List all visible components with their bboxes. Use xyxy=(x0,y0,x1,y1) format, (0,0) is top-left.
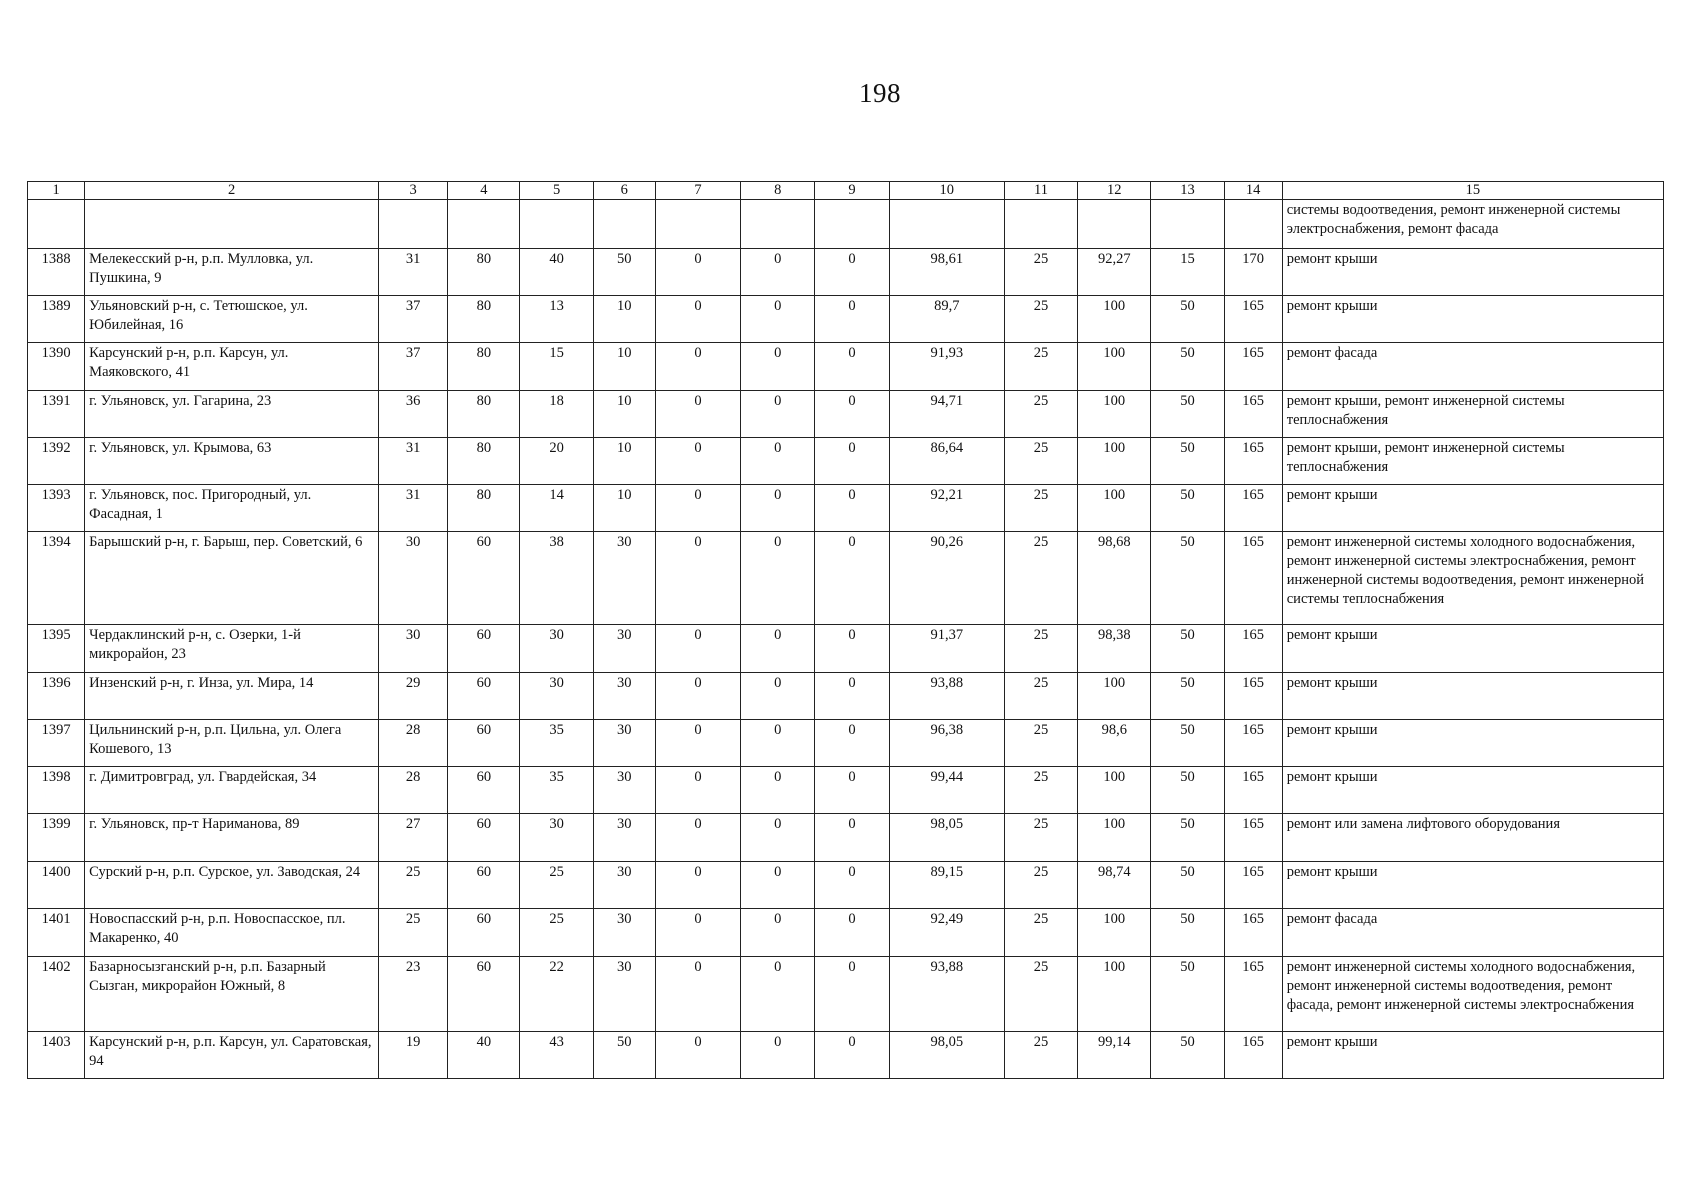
address-cell: Карсунский р-н, р.п. Карсун, ул. Маяковского, 41 xyxy=(85,343,379,391)
value-cell: 50 xyxy=(1151,909,1224,957)
value-cell: 50 xyxy=(1151,767,1224,814)
value-cell: 30 xyxy=(520,814,593,862)
value-cell: 98,38 xyxy=(1078,625,1151,673)
table-row xyxy=(28,957,1664,1032)
value-cell: 60 xyxy=(448,767,520,814)
value-cell: 15 xyxy=(1151,249,1224,296)
address-cell: Цильнинский р-н, р.п. Цильна, ул. Олега Кошевого, 13 xyxy=(85,720,379,767)
value-cell: 98,61 xyxy=(889,249,1004,296)
value-cell: 25 xyxy=(1004,814,1077,862)
value-cell xyxy=(889,200,1004,249)
column-header: 6 xyxy=(593,182,655,200)
column-header: 8 xyxy=(741,182,815,200)
address-cell: Сурский р-н, р.п. Сурское, ул. Заводская, 24 xyxy=(85,862,379,909)
value-cell: 98,6 xyxy=(1078,720,1151,767)
value-cell: 165 xyxy=(1224,767,1282,814)
value-cell: 98,74 xyxy=(1078,862,1151,909)
value-cell: 27 xyxy=(379,814,448,862)
value-cell: 92,49 xyxy=(889,909,1004,957)
value-cell: 30 xyxy=(379,625,448,673)
value-cell: 0 xyxy=(655,532,740,625)
value-cell: 98,05 xyxy=(889,1032,1004,1079)
value-cell: 0 xyxy=(741,673,815,720)
value-cell: 100 xyxy=(1078,391,1151,438)
value-cell: 0 xyxy=(815,391,889,438)
value-cell: 165 xyxy=(1224,343,1282,391)
value-cell: 89,7 xyxy=(889,296,1004,343)
value-cell: 92,21 xyxy=(889,485,1004,532)
value-cell: 30 xyxy=(593,720,655,767)
column-header: 10 xyxy=(889,182,1004,200)
work-type-cell: ремонт крыши xyxy=(1282,720,1663,767)
value-cell xyxy=(1224,200,1282,249)
work-type-cell: ремонт крыши xyxy=(1282,767,1663,814)
value-cell: 30 xyxy=(593,673,655,720)
value-cell: 35 xyxy=(520,720,593,767)
row-number-cell: 1390 xyxy=(28,343,85,391)
value-cell: 80 xyxy=(448,249,520,296)
value-cell: 60 xyxy=(448,862,520,909)
value-cell: 31 xyxy=(379,485,448,532)
value-cell: 80 xyxy=(448,438,520,485)
value-cell: 0 xyxy=(655,296,740,343)
value-cell: 50 xyxy=(593,249,655,296)
value-cell: 98,68 xyxy=(1078,532,1151,625)
value-cell: 25 xyxy=(379,909,448,957)
value-cell: 28 xyxy=(379,720,448,767)
value-cell: 30 xyxy=(520,625,593,673)
value-cell: 50 xyxy=(1151,625,1224,673)
value-cell: 91,93 xyxy=(889,343,1004,391)
value-cell: 25 xyxy=(1004,673,1077,720)
value-cell: 31 xyxy=(379,438,448,485)
value-cell: 30 xyxy=(593,862,655,909)
value-cell: 38 xyxy=(520,532,593,625)
table-row xyxy=(28,438,1664,485)
value-cell: 100 xyxy=(1078,814,1151,862)
value-cell: 0 xyxy=(815,1032,889,1079)
value-cell: 40 xyxy=(448,1032,520,1079)
table-row xyxy=(28,1032,1664,1079)
value-cell: 0 xyxy=(741,909,815,957)
value-cell: 50 xyxy=(1151,296,1224,343)
row-number-cell: 1388 xyxy=(28,249,85,296)
address-cell: Барышский р-н, г. Барыш, пер. Советский, 6 xyxy=(85,532,379,625)
work-type-cell: ремонт крыши xyxy=(1282,673,1663,720)
row-number-cell: 1392 xyxy=(28,438,85,485)
work-type-cell: ремонт фасада xyxy=(1282,343,1663,391)
value-cell: 80 xyxy=(448,391,520,438)
page-number: 198 xyxy=(859,78,901,108)
value-cell: 0 xyxy=(655,249,740,296)
value-cell: 36 xyxy=(379,391,448,438)
work-type-cell: ремонт инженерной системы холодного водоснабжения, ремонт инженерной системы водоотведения, ремонт фасада, ремонт инженерной системы электроснабжения xyxy=(1282,957,1663,1032)
value-cell: 170 xyxy=(1224,249,1282,296)
value-cell: 0 xyxy=(655,814,740,862)
value-cell: 0 xyxy=(815,249,889,296)
column-header: 13 xyxy=(1151,182,1224,200)
value-cell: 0 xyxy=(655,720,740,767)
value-cell: 28 xyxy=(379,767,448,814)
value-cell: 25 xyxy=(1004,532,1077,625)
value-cell: 22 xyxy=(520,957,593,1032)
value-cell: 14 xyxy=(520,485,593,532)
value-cell: 100 xyxy=(1078,909,1151,957)
row-number-cell: 1393 xyxy=(28,485,85,532)
work-type-cell: ремонт или замена лифтового оборудования xyxy=(1282,814,1663,862)
value-cell: 0 xyxy=(815,767,889,814)
table-row xyxy=(28,720,1664,767)
value-cell: 25 xyxy=(1004,909,1077,957)
value-cell: 80 xyxy=(448,343,520,391)
value-cell: 80 xyxy=(448,296,520,343)
value-cell: 99,14 xyxy=(1078,1032,1151,1079)
value-cell: 30 xyxy=(593,814,655,862)
value-cell: 0 xyxy=(741,485,815,532)
row-number-cell: 1403 xyxy=(28,1032,85,1079)
value-cell: 94,71 xyxy=(889,391,1004,438)
value-cell: 60 xyxy=(448,814,520,862)
value-cell: 50 xyxy=(1151,862,1224,909)
value-cell: 25 xyxy=(1004,720,1077,767)
row-number-cell: 1389 xyxy=(28,296,85,343)
column-header: 2 xyxy=(85,182,379,200)
value-cell: 0 xyxy=(815,957,889,1032)
value-cell: 0 xyxy=(655,625,740,673)
table-row xyxy=(28,625,1664,673)
value-cell: 165 xyxy=(1224,1032,1282,1079)
value-cell: 25 xyxy=(520,909,593,957)
value-cell: 100 xyxy=(1078,485,1151,532)
value-cell: 50 xyxy=(1151,720,1224,767)
table-row xyxy=(28,814,1664,862)
data-table xyxy=(27,181,1664,1079)
value-cell: 20 xyxy=(520,438,593,485)
value-cell: 18 xyxy=(520,391,593,438)
table-row xyxy=(28,909,1664,957)
value-cell: 0 xyxy=(741,249,815,296)
value-cell: 0 xyxy=(815,814,889,862)
value-cell xyxy=(655,200,740,249)
value-cell: 165 xyxy=(1224,485,1282,532)
value-cell: 60 xyxy=(448,673,520,720)
value-cell: 25 xyxy=(1004,767,1077,814)
value-cell: 60 xyxy=(448,909,520,957)
row-number-cell: 1397 xyxy=(28,720,85,767)
row-number-cell: 1399 xyxy=(28,814,85,862)
value-cell xyxy=(593,200,655,249)
value-cell: 10 xyxy=(593,343,655,391)
work-type-cell: ремонт фасада xyxy=(1282,909,1663,957)
value-cell: 0 xyxy=(655,957,740,1032)
value-cell: 30 xyxy=(520,673,593,720)
value-cell: 10 xyxy=(593,296,655,343)
value-cell: 50 xyxy=(1151,485,1224,532)
value-cell: 23 xyxy=(379,957,448,1032)
value-cell: 0 xyxy=(815,673,889,720)
value-cell: 0 xyxy=(815,720,889,767)
table-row xyxy=(28,296,1664,343)
value-cell: 89,15 xyxy=(889,862,1004,909)
value-cell: 90,26 xyxy=(889,532,1004,625)
value-cell: 25 xyxy=(379,862,448,909)
value-cell: 25 xyxy=(1004,957,1077,1032)
value-cell: 0 xyxy=(741,625,815,673)
row-number-cell: 1396 xyxy=(28,673,85,720)
value-cell: 30 xyxy=(593,909,655,957)
value-cell: 13 xyxy=(520,296,593,343)
value-cell: 93,88 xyxy=(889,673,1004,720)
row-number-cell: 1398 xyxy=(28,767,85,814)
column-header: 15 xyxy=(1282,182,1663,200)
value-cell: 50 xyxy=(593,1032,655,1079)
value-cell: 92,27 xyxy=(1078,249,1151,296)
value-cell xyxy=(741,200,815,249)
work-type-cell: ремонт крыши, ремонт инженерной системы теплоснабжения xyxy=(1282,391,1663,438)
value-cell: 0 xyxy=(655,438,740,485)
column-header: 9 xyxy=(815,182,889,200)
value-cell: 100 xyxy=(1078,296,1151,343)
value-cell: 0 xyxy=(815,625,889,673)
value-cell: 50 xyxy=(1151,957,1224,1032)
address-cell: Карсунский р-н, р.п. Карсун, ул. Саратовская, 94 xyxy=(85,1032,379,1079)
column-header: 7 xyxy=(655,182,740,200)
value-cell: 0 xyxy=(655,1032,740,1079)
row-number-cell: 1391 xyxy=(28,391,85,438)
value-cell: 0 xyxy=(741,296,815,343)
value-cell: 98,05 xyxy=(889,814,1004,862)
value-cell: 60 xyxy=(448,625,520,673)
value-cell: 165 xyxy=(1224,957,1282,1032)
work-type-cell: ремонт крыши xyxy=(1282,1032,1663,1079)
value-cell: 0 xyxy=(741,862,815,909)
value-cell: 165 xyxy=(1224,909,1282,957)
address-cell: г. Ульяновск, ул. Крымова, 63 xyxy=(85,438,379,485)
row-number-cell: 1395 xyxy=(28,625,85,673)
value-cell: 50 xyxy=(1151,1032,1224,1079)
value-cell: 50 xyxy=(1151,532,1224,625)
value-cell: 0 xyxy=(741,720,815,767)
value-cell: 60 xyxy=(448,532,520,625)
table-row xyxy=(28,862,1664,909)
value-cell: 0 xyxy=(815,343,889,391)
value-cell: 100 xyxy=(1078,957,1151,1032)
table-row xyxy=(28,767,1664,814)
table-row xyxy=(28,532,1664,625)
value-cell: 37 xyxy=(379,343,448,391)
column-header: 3 xyxy=(379,182,448,200)
column-header: 5 xyxy=(520,182,593,200)
work-type-cell: системы водоотведения, ремонт инженерной системы электроснабжения, ремонт фасада xyxy=(1282,200,1663,249)
value-cell: 165 xyxy=(1224,532,1282,625)
address-cell: г. Димитровград, ул. Гвардейская, 34 xyxy=(85,767,379,814)
work-type-cell: ремонт крыши xyxy=(1282,625,1663,673)
value-cell: 0 xyxy=(655,862,740,909)
value-cell: 30 xyxy=(593,625,655,673)
value-cell: 100 xyxy=(1078,343,1151,391)
value-cell: 40 xyxy=(520,249,593,296)
value-cell: 31 xyxy=(379,249,448,296)
value-cell: 50 xyxy=(1151,814,1224,862)
value-cell xyxy=(1078,200,1151,249)
value-cell: 0 xyxy=(815,296,889,343)
value-cell: 25 xyxy=(1004,1032,1077,1079)
table-row xyxy=(28,391,1664,438)
address-cell: Мелекесский р-н, р.п. Мулловка, ул. Пушкина, 9 xyxy=(85,249,379,296)
value-cell: 0 xyxy=(815,532,889,625)
value-cell xyxy=(1151,200,1224,249)
value-cell: 29 xyxy=(379,673,448,720)
value-cell: 30 xyxy=(593,957,655,1032)
value-cell: 165 xyxy=(1224,625,1282,673)
value-cell: 93,88 xyxy=(889,957,1004,1032)
address-cell: Новоспасский р-н, р.п. Новоспасское, пл. Макаренко, 40 xyxy=(85,909,379,957)
value-cell: 25 xyxy=(1004,249,1077,296)
value-cell: 100 xyxy=(1078,767,1151,814)
value-cell: 50 xyxy=(1151,343,1224,391)
address-cell: Базарносызганский р-н, р.п. Базарный Сызган, микрорайон Южный, 8 xyxy=(85,957,379,1032)
value-cell: 30 xyxy=(593,532,655,625)
value-cell: 25 xyxy=(1004,296,1077,343)
value-cell: 30 xyxy=(379,532,448,625)
table-row xyxy=(28,200,1664,249)
value-cell: 96,38 xyxy=(889,720,1004,767)
value-cell: 165 xyxy=(1224,673,1282,720)
value-cell xyxy=(1004,200,1077,249)
work-type-cell: ремонт крыши, ремонт инженерной системы теплоснабжения xyxy=(1282,438,1663,485)
value-cell: 0 xyxy=(815,485,889,532)
value-cell: 50 xyxy=(1151,391,1224,438)
address-cell: г. Ульяновск, пр-т Нариманова, 89 xyxy=(85,814,379,862)
address-cell: Ульяновский р-н, с. Тетюшское, ул. Юбилейная, 16 xyxy=(85,296,379,343)
value-cell: 86,64 xyxy=(889,438,1004,485)
header-row xyxy=(28,182,1664,200)
row-number-cell xyxy=(28,200,85,249)
value-cell: 25 xyxy=(1004,438,1077,485)
value-cell xyxy=(815,200,889,249)
column-header: 4 xyxy=(448,182,520,200)
value-cell: 25 xyxy=(1004,343,1077,391)
value-cell: 50 xyxy=(1151,438,1224,485)
row-number-cell: 1401 xyxy=(28,909,85,957)
value-cell: 100 xyxy=(1078,673,1151,720)
value-cell: 25 xyxy=(1004,862,1077,909)
value-cell: 10 xyxy=(593,391,655,438)
value-cell: 50 xyxy=(1151,673,1224,720)
value-cell xyxy=(379,200,448,249)
work-type-cell: ремонт крыши xyxy=(1282,485,1663,532)
value-cell: 25 xyxy=(1004,391,1077,438)
value-cell: 15 xyxy=(520,343,593,391)
value-cell xyxy=(520,200,593,249)
table-row xyxy=(28,249,1664,296)
value-cell: 0 xyxy=(655,391,740,438)
row-number-cell: 1400 xyxy=(28,862,85,909)
value-cell: 165 xyxy=(1224,720,1282,767)
value-cell: 165 xyxy=(1224,438,1282,485)
value-cell: 0 xyxy=(741,532,815,625)
value-cell: 165 xyxy=(1224,296,1282,343)
value-cell: 0 xyxy=(815,438,889,485)
value-cell: 10 xyxy=(593,438,655,485)
work-type-cell: ремонт крыши xyxy=(1282,862,1663,909)
value-cell: 0 xyxy=(741,438,815,485)
value-cell: 25 xyxy=(1004,485,1077,532)
value-cell: 0 xyxy=(741,1032,815,1079)
value-cell: 165 xyxy=(1224,862,1282,909)
table-row xyxy=(28,673,1664,720)
value-cell: 0 xyxy=(815,862,889,909)
value-cell: 0 xyxy=(655,485,740,532)
table-row xyxy=(28,343,1664,391)
value-cell: 43 xyxy=(520,1032,593,1079)
value-cell: 165 xyxy=(1224,814,1282,862)
value-cell: 0 xyxy=(741,767,815,814)
column-header: 11 xyxy=(1004,182,1077,200)
address-cell: г. Ульяновск, ул. Гагарина, 23 xyxy=(85,391,379,438)
value-cell: 10 xyxy=(593,485,655,532)
value-cell: 100 xyxy=(1078,438,1151,485)
value-cell: 0 xyxy=(655,909,740,957)
value-cell: 0 xyxy=(655,767,740,814)
address-cell: Инзенский р-н, г. Инза, ул. Мира, 14 xyxy=(85,673,379,720)
address-cell: г. Ульяновск, пос. Пригородный, ул. Фасадная, 1 xyxy=(85,485,379,532)
value-cell: 80 xyxy=(448,485,520,532)
value-cell: 165 xyxy=(1224,391,1282,438)
work-type-cell: ремонт крыши xyxy=(1282,249,1663,296)
value-cell: 30 xyxy=(593,767,655,814)
row-number-cell: 1402 xyxy=(28,957,85,1032)
value-cell: 35 xyxy=(520,767,593,814)
table-row xyxy=(28,485,1664,532)
column-header: 14 xyxy=(1224,182,1282,200)
value-cell: 0 xyxy=(655,343,740,391)
work-type-cell: ремонт крыши xyxy=(1282,296,1663,343)
value-cell: 0 xyxy=(655,673,740,720)
address-cell: Чердаклинский р-н, с. Озерки, 1-й микрорайон, 23 xyxy=(85,625,379,673)
value-cell xyxy=(448,200,520,249)
value-cell: 0 xyxy=(741,814,815,862)
value-cell: 60 xyxy=(448,957,520,1032)
column-header: 1 xyxy=(28,182,85,200)
address-cell xyxy=(85,200,379,249)
value-cell: 0 xyxy=(815,909,889,957)
value-cell: 25 xyxy=(520,862,593,909)
value-cell: 19 xyxy=(379,1032,448,1079)
value-cell: 0 xyxy=(741,391,815,438)
value-cell: 37 xyxy=(379,296,448,343)
work-type-cell: ремонт инженерной системы холодного водоснабжения, ремонт инженерной системы электроснабжения, ремонт инженерной системы водоотведения, ремонт инженерной системы теплоснабжения xyxy=(1282,532,1663,625)
column-header: 12 xyxy=(1078,182,1151,200)
row-number-cell: 1394 xyxy=(28,532,85,625)
value-cell: 0 xyxy=(741,343,815,391)
value-cell: 99,44 xyxy=(889,767,1004,814)
value-cell: 0 xyxy=(741,957,815,1032)
value-cell: 91,37 xyxy=(889,625,1004,673)
value-cell: 25 xyxy=(1004,625,1077,673)
value-cell: 60 xyxy=(448,720,520,767)
